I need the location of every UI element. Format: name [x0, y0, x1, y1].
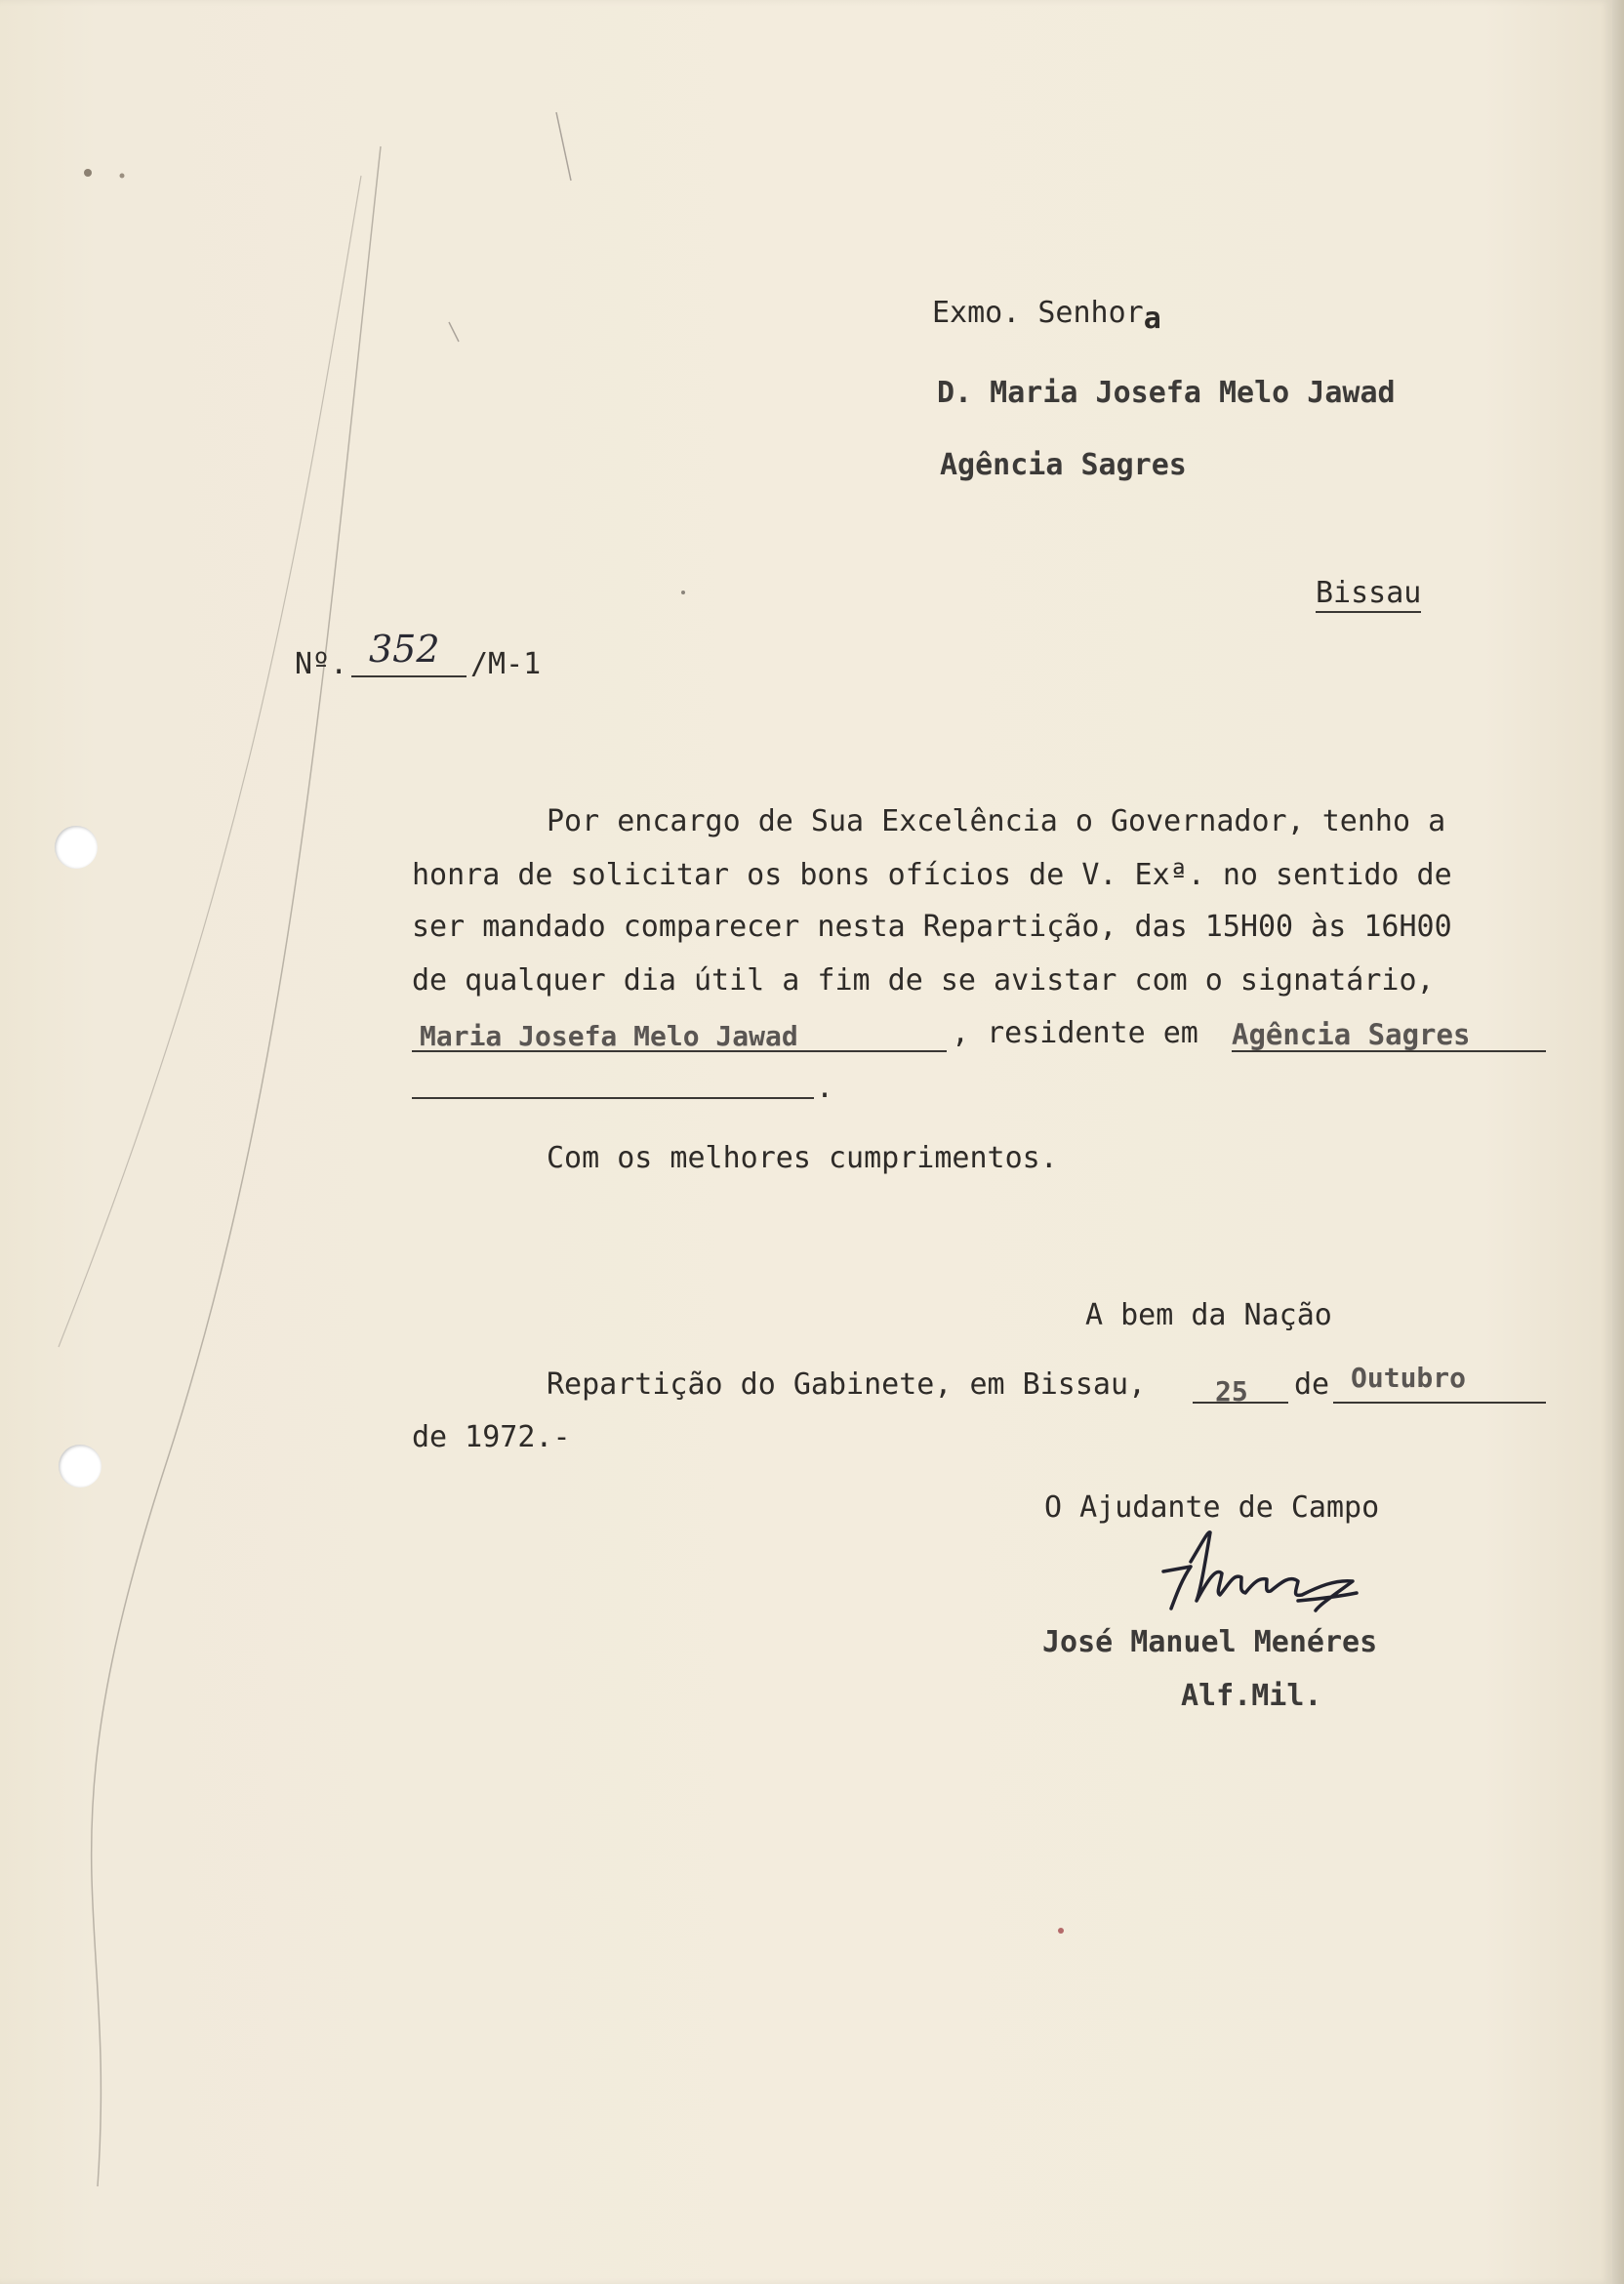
date-month: Outubro: [1351, 1362, 1467, 1394]
date-day: 25: [1215, 1375, 1248, 1407]
line6-end: .: [816, 1071, 834, 1105]
salutation: [932, 296, 1161, 336]
date-day-line: [1193, 1402, 1288, 1404]
punch-hole-top: [55, 826, 98, 869]
ref-suffix: /M-1: [470, 647, 542, 681]
date-prefix: Repartição do Gabinete, em Bissau,: [547, 1367, 1147, 1402]
recipient-name: D. Maria Josefa Melo Jawad: [937, 376, 1396, 410]
signer-rank: Alf.Mil.: [1181, 1679, 1322, 1713]
residence-text: , residente em: [952, 1016, 1198, 1050]
fill-name: Maria Josefa Melo Jawad: [420, 1020, 798, 1052]
fill-residence: Agência Sagres: [1232, 1018, 1471, 1051]
signature: [1152, 1523, 1405, 1630]
closing: Com os melhores cumprimentos.: [547, 1141, 1058, 1175]
fill-residence-line: [1232, 1050, 1546, 1052]
paper-edge: [1612, 0, 1624, 2284]
recipient-city: Bissau: [1316, 579, 1421, 613]
motto: A bem da Nação: [1085, 1298, 1332, 1332]
fill-name-line: [412, 1050, 947, 1052]
body-line-3: ser mandado comparecer nesta Repartição, das 15H00 às 16H00: [412, 910, 1452, 944]
body-line-2: honra de solicitar os bons ofícios de V. Exª. no sentido de: [412, 858, 1452, 892]
ref-prefix: Nº.: [295, 647, 348, 681]
continuation-line: [412, 1097, 814, 1099]
body-line-4: de qualquer dia útil a fim de se avistar com o signatário,: [412, 963, 1435, 998]
ref-number-underline: [351, 675, 467, 677]
ref-number: 352: [369, 628, 440, 671]
recipient-org: Agência Sagres: [940, 448, 1187, 482]
date-month-line: [1333, 1402, 1546, 1404]
date-year-line: de 1972.-: [412, 1420, 571, 1454]
body-line-1: Por encargo de Sua Excelência o Governador, tenho a: [547, 804, 1446, 838]
salutation-prefix: Exmo. Senhor: [932, 296, 1144, 330]
salutation-suffix: a: [1143, 302, 1161, 336]
punch-hole-bottom: [59, 1445, 102, 1488]
date-de: de: [1294, 1367, 1330, 1402]
signer-role: O Ajudante de Campo: [1044, 1490, 1380, 1525]
signer-name: José Manuel Menéres: [1042, 1625, 1378, 1659]
